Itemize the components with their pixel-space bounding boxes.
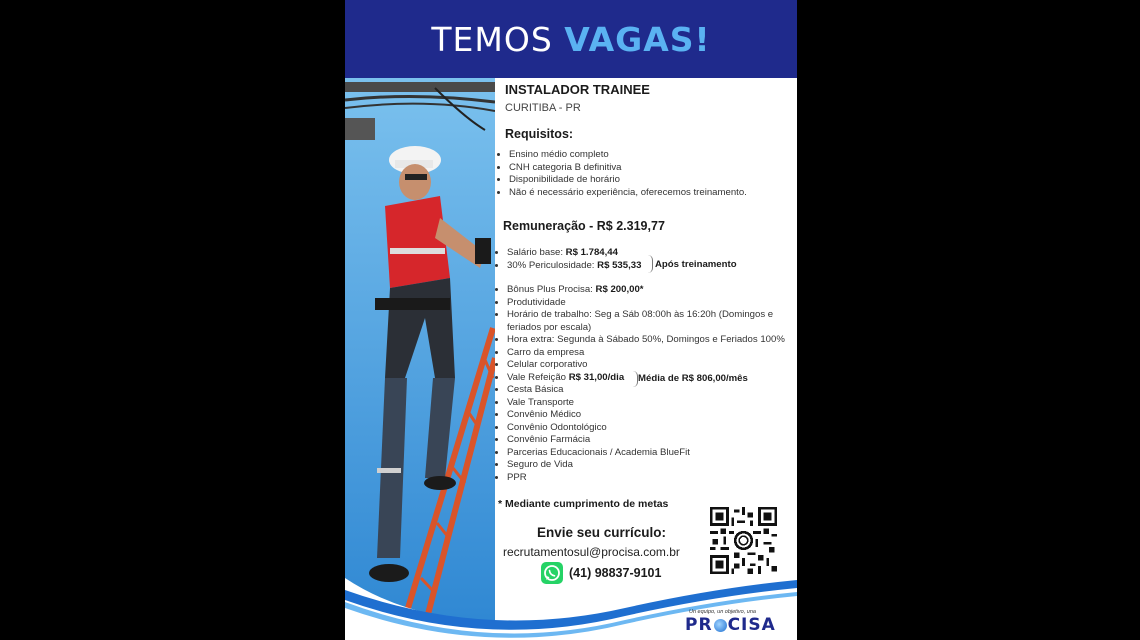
- meal-label: Vale Refeição: [507, 371, 569, 383]
- headline: [431, 20, 710, 59]
- bonus-value: R$ 200,00*: [595, 284, 644, 295]
- logo-text-right: CISA: [727, 615, 776, 635]
- job-flyer: [345, 0, 797, 640]
- list-item: • CNH categoria B definitiva: [509, 162, 797, 175]
- qr-code[interactable]: [710, 507, 777, 574]
- goals-note: * Mediante cumprimento de metas: [498, 498, 669, 510]
- job-title: INSTALADOR TRAINEE: [505, 82, 650, 97]
- list-item: • Convênio Farmácia: [507, 434, 797, 447]
- meal-average-note: Média de R$ 806,00/mês: [638, 373, 748, 384]
- procisa-logo: [685, 615, 776, 635]
- list-item: • Celular corporativo: [507, 359, 797, 372]
- meal-value: R$ 31,00/dia: [568, 371, 625, 383]
- list-item: • Convênio Odontológico: [507, 422, 797, 435]
- list-item: • Seguro de Vida: [507, 459, 797, 472]
- list-item: • Disponibilidade de horário: [509, 174, 797, 187]
- salary-list: [495, 247, 797, 272]
- list-item: • Vale Transporte: [507, 397, 797, 410]
- brand-tagline: Un equipo, un objetivo, una: [689, 609, 756, 615]
- list-item: • Ensino médio completo: [509, 149, 797, 162]
- headline-accent: VAGAS!: [564, 19, 711, 59]
- send-cv-heading: Envie seu currículo:: [537, 525, 667, 540]
- after-training-note: Após treinamento: [655, 259, 737, 270]
- contact-email[interactable]: recrutamentosul@procisa.com.br: [503, 545, 680, 559]
- base-salary-label: Salário base:: [507, 247, 566, 258]
- globe-icon: [714, 619, 727, 632]
- contact-phone[interactable]: (41) 98837-9101: [569, 566, 662, 580]
- requirements-heading: Requisitos:: [505, 127, 574, 141]
- header-banner: [345, 0, 797, 78]
- hazard-pay-value: R$ 535,33: [597, 259, 642, 271]
- list-item: • Convênio Médico: [507, 409, 797, 422]
- list-item: • Produtividade: [507, 297, 797, 310]
- headline-text: TEMOS: [431, 19, 565, 59]
- list-item: • Parcerias Educacionais / Academia BlueFit: [507, 447, 797, 460]
- list-item: • Cesta Básica: [507, 384, 797, 397]
- job-location: CURITIBA - PR: [505, 102, 581, 114]
- benefits-list: [495, 284, 797, 484]
- requirements-list: [497, 149, 797, 199]
- base-salary-value: R$ 1.784,44: [565, 247, 618, 258]
- list-item: [507, 284, 797, 297]
- list-item: • PPR: [507, 472, 797, 485]
- salary-heading: Remuneração - R$ 2.319,77: [503, 219, 665, 233]
- logo-text-left: PR: [685, 615, 713, 635]
- list-item: • Hora extra: Segunda à Sábado 50%, Domingos e Feriados 100%: [507, 334, 797, 347]
- list-item: • Não é necessário experiência, oferecemos treinamento.: [509, 187, 797, 200]
- worker-photo: [345, 78, 495, 640]
- list-item: • Horário de trabalho: Seg a Sáb 08:00h às 16:20h (Domingos e feriados por escala): [507, 309, 797, 334]
- list-item: • Carro da empresa: [507, 347, 797, 360]
- brace-bracket: [648, 255, 653, 273]
- bonus-label: Bônus Plus Procisa:: [507, 284, 596, 295]
- hazard-pay-label: 30% Periculosidade:: [507, 259, 598, 271]
